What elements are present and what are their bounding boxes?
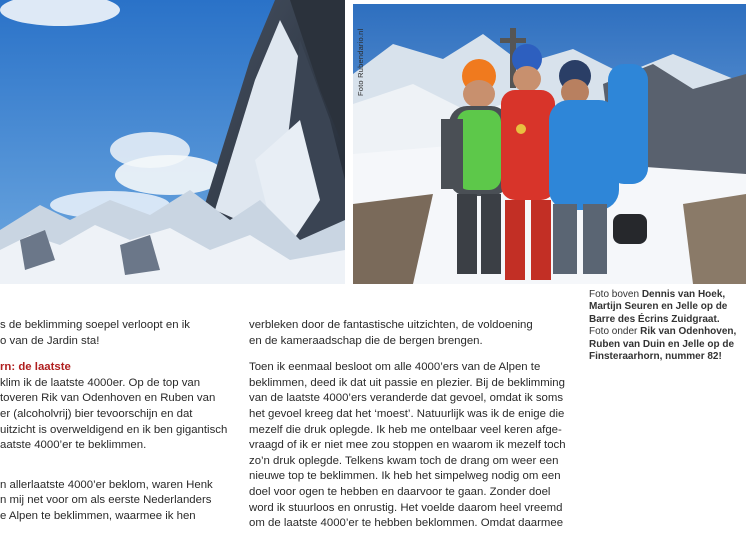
summit-illustration <box>353 4 746 284</box>
photo-caption <box>589 289 739 363</box>
text-line: er (alcoholvrij) bier tevoorschijn en dat <box>0 407 193 420</box>
text-line: van de laatste 4000’ers veranderde dat gevoel, omdat ik soms <box>249 392 564 405</box>
text-line: doel voor ogen te hebben en daarvoor te gaan. Zonder doel <box>249 485 551 498</box>
caption-names-top: Dennis van Hoek, Martijn Seuren en Jelle op de Barre des Écrins Zuidgraat. <box>589 289 728 325</box>
text-line: klim ik de laatste 4000er. Op de top van <box>0 376 201 389</box>
text-line: het gevoel kreeg dat het ‘moest’. Natuurlijk was ik de enige die <box>249 407 565 420</box>
text-line: n mij net voor om als eerste Nederlanders <box>0 494 212 507</box>
text-line: e Alpen te beklimmen, waarmee ik hen <box>0 509 196 522</box>
summit-photo-right <box>353 4 746 284</box>
text-line: vraagd of ik er niet mee zou stoppen en waarom ik mezelf toch <box>249 439 566 452</box>
text-line: word ik stuurloos en onrustig. Het voelde daarom heel vreemd <box>249 501 563 514</box>
text-line: o van de Jardin sta! <box>0 334 100 347</box>
mountain-photo-left <box>0 0 345 284</box>
section-heading: rn: de laatste <box>0 361 71 374</box>
article-column-middle <box>249 318 569 532</box>
text-line: en de kameraadschap die de bergen brengen. <box>249 334 483 347</box>
text-line: s de beklimming soepel verloopt en ik <box>0 319 190 331</box>
text-line: beklimmen, deed ik dat uit passie en plezier. Bij de beklimming <box>249 376 565 389</box>
text-line: toveren Rik van Odenhoven en Ruben van <box>0 392 216 405</box>
text-line: om de laatste 4000’er te hebben beklommen. Omdat daarmee <box>249 517 564 530</box>
caption-text: Foto onder <box>589 326 641 338</box>
text-line: Toen ik eenmaal besloot om alle 4000’ers van de Alpen te <box>249 361 541 374</box>
mountain-illustration <box>0 0 345 284</box>
text-line: verbleken door de fantastische uitzichten, de voldoening <box>249 319 533 331</box>
caption-names-bottom: Rik van Odenhoven, Ruben van Duin en Jelle op de Finsteraarhorn, nummer 82! <box>589 326 737 363</box>
text-line: n allerlaatste 4000’er beklom, waren Henk <box>0 478 213 491</box>
photo-credit: Foto Rubendario.nl <box>356 28 365 96</box>
text-line: mezelf die druk oplegde. Ik heb me ontelbaar veel keren afge- <box>249 423 562 436</box>
caption-text: Foto boven <box>589 289 642 300</box>
text-line: zo’n druk oplegde. Telkens kwam toch de drang om weer een <box>249 454 559 467</box>
article-column-left <box>0 318 238 525</box>
text-line: uitzicht is overweldigend en ik ben gigantisch <box>0 423 228 436</box>
text-line: aatste 4000’er te beklimmen. <box>0 439 147 452</box>
text-line: nieuwe top te beklimmen. Ik heb het simpelweg nodig om een <box>249 470 561 483</box>
